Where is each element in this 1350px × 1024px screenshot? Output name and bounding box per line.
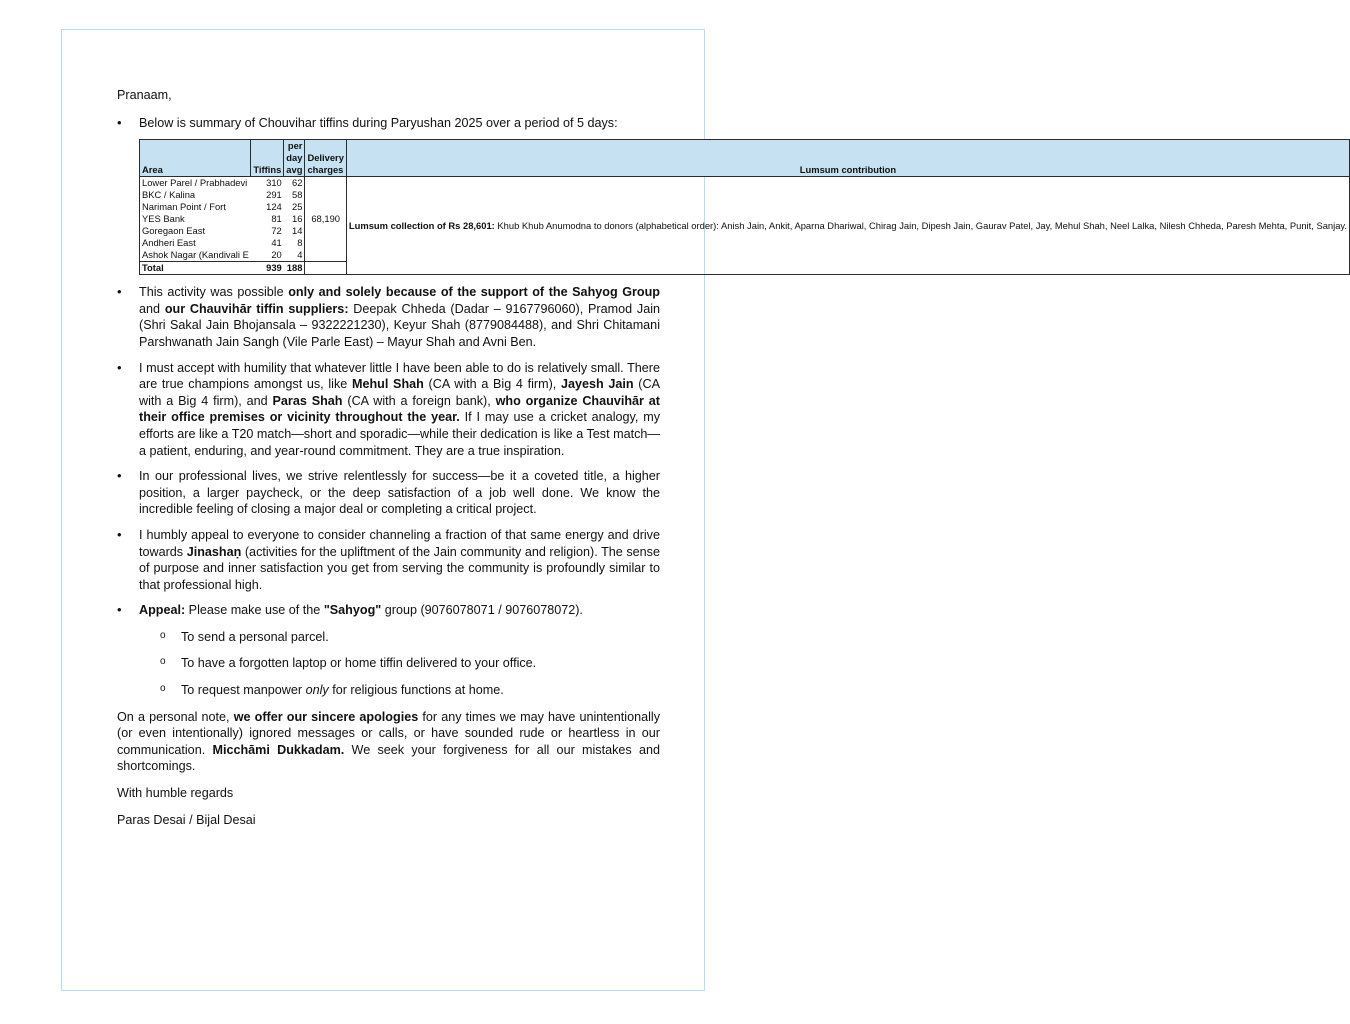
row-per-day: 14 [284,225,305,237]
lumsum-heading: Lumsum collection of Rs 28,601: [348,219,495,231]
bold-span: only and solely because of the support of the Sahyog Group [288,285,660,300]
text-span: We seek your forgiveness for all our mistakes and shortcomings. [117,742,660,774]
total-per-day: 188 [284,262,305,275]
header-per-day-bottom: avg [286,164,303,176]
greeting: Pranaam, [117,88,172,102]
bullet-support [117,284,660,350]
bold-span: Mehul Shah [351,377,424,392]
table-row [140,177,1350,190]
row-tiffins: 310 [266,177,282,189]
row-tiffins: 291 [266,189,282,201]
sub-item-parcel: o To send a personal parcel. [139,629,660,646]
text-span: If I may use a cricket analogy, my efforts are like a T20 match—short and sporadic—while their dedication is like a Test match—a patient, enduring, and year-round commitment. They are a true inspiration. [139,410,660,458]
row-per-day: 8 [284,237,305,249]
text-span: group (9076078071 / 9076078072). [381,603,583,618]
header-delivery [305,140,346,177]
bold-span: Micchāmi Dukkadam. [212,742,345,757]
row-area: Ashok Nagar (Kandivali E [140,249,251,262]
bold-span: who organize Chauvihār at their office premises or vicinity throughout the year. [139,393,660,425]
total-tiffins: 939 [251,262,284,275]
row-area: Lower Parel / Prabhadevi [140,177,251,190]
lumsum-donors: Khub Khub Anumodna to donors (alphabetical order): Anish Jain, Ankit, Aparna Dhariwal, Chirag Jain, Dipesh Jain, Gaurav Patel, Jay, Mehul Shah, Neel Lalka, Nilesh Chheda, Paresh Mehta, Punit, Sanjay. [494,219,1348,231]
row-per-day: 4 [284,249,305,262]
row-area: BKC / Kalina [140,189,251,201]
row-per-day: 62 [284,177,305,190]
bold-span: Jayesh Jain [561,377,634,392]
header-delivery-top: Delivery [307,152,344,164]
text-span: In our professional lives, we strive relentlessly for success—be it a coveted title, a higher position, a larger paycheck, or the deep satisfaction of a job well done. We know the incredible feeling of closing a major deal or completing a critical project. [139,469,660,517]
total-delivery-empty [305,262,346,275]
row-tiffins: 41 [271,237,282,249]
text-span: On a personal note, [117,709,234,724]
row-tiffins: 124 [266,201,282,213]
tiffin-summary-table [139,139,1350,275]
bullet-sahyog-appeal [117,602,660,698]
bullet-summary [117,115,1348,276]
lumsum-cell [346,177,1349,275]
text-span: Deepak Chheda (Dadar – 9167796060), Pramod Jain (Shri Sakal Jain Bhojansala – 9322221230), Keyur Shah (8779084488), and Shri Chitamani Parshwanath Jain Sangh (Vile Parle East) – Mayur Shah and Avni Ben. [139,301,661,349]
signature: Paras Desai / Bijal Desai [117,812,256,827]
sub-item-manpower [139,682,660,699]
row-per-day: 58 [284,189,305,201]
regards: With humble regards [117,786,234,801]
text-span: To request manpower [181,683,306,698]
text-span: (CA with a foreign bank), [342,393,496,408]
bold-span: our Chauvihār tiffin suppliers: [164,301,349,316]
bold-span: Appeal: [139,603,186,618]
intro-text: Below is summary of Chouvihar tiffins during Paryushan 2025 over a period of 5 days: [139,115,618,130]
row-area: Andheri East [140,237,251,249]
bullet-champions [117,360,660,460]
total-label: Total [140,262,251,275]
header-per-day-top: per day [286,140,303,164]
header-tiffins: Tiffins [251,140,284,177]
header-lumsum: Lumsum contribution [346,140,1349,177]
row-area: YES Bank [140,213,251,225]
italic-span: only [305,683,329,698]
text-span: (CA with a Big 4 firm), [423,377,561,392]
delivery-charges-cell: 68,190 [305,177,346,262]
table-header-row [140,140,1350,177]
bold-span: "Sahyog" [323,603,382,618]
text-span: I humbly appeal to everyone to consider channeling a fraction of that same energy and drive towards [139,527,660,559]
closing-paragraph [117,709,660,775]
row-area: Nariman Point / Fort [140,201,251,213]
text-span: (activities for the upliftment of the Jain community and religion). The sense of purpose and inner satisfaction you get from serving the community is profoundly similar to that professional high. [139,544,660,592]
text-span: for any times we may have unintentionally (or even intentionally) ignored messages or calls, or have sounded rude or heartless in our communication. [117,709,660,757]
bullet-professional [117,468,660,518]
row-area: Goregaon East [140,225,251,237]
sub-list [139,629,660,699]
bold-span: Paras Shah [272,393,343,408]
bold-span: we offer our sincere apologies [233,709,419,724]
row-per-day: 16 [284,213,305,225]
row-tiffins: 72 [271,225,282,237]
bullet-list [117,115,1348,699]
header-delivery-bottom: charges [307,164,344,176]
letter-body [117,87,1348,828]
text-span: (CA with a Big 4 firm), and [139,377,660,408]
header-per-day [284,140,305,177]
bold-span: Jinashaṇ [186,544,242,559]
text-span: for religious functions at home. [328,683,504,698]
row-tiffins: 81 [271,213,282,225]
bullet-appeal-jinashan [117,527,660,593]
row-per-day: 25 [284,201,305,213]
text-span: I must accept with humility that whatever little I have been able to do is relatively small. There are true champions amongst us, like [139,360,660,392]
row-tiffins: 20 [271,249,282,261]
header-area: Area [140,140,251,177]
text-span: and [139,301,165,316]
sub-item-laptop: o To have a forgotten laptop or home tiffin delivered to your office. [139,655,660,672]
text-span: This activity was possible [139,285,289,300]
text-span: Please make use of the [185,603,324,618]
